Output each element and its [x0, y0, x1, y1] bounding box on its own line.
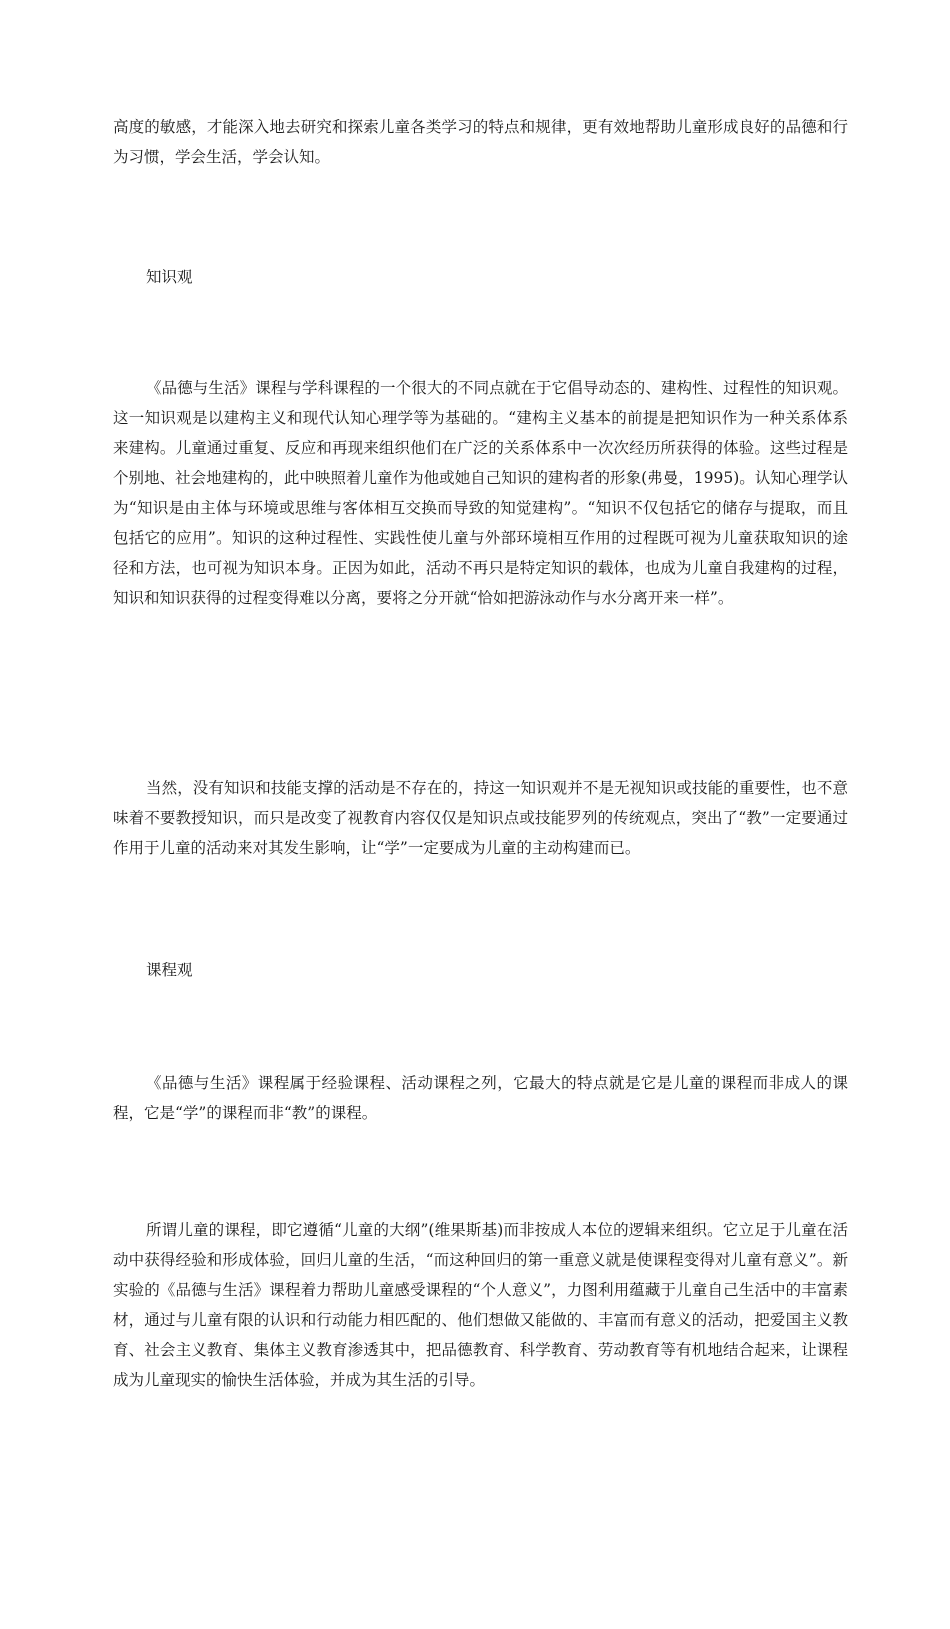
paragraph-knowledge-view-1: 《品德与生活》课程与学科课程的一个很大的不同点就在于它倡导动态的、建构性、过程性的知识观。这一知识观是以建构主义和现代认知心理学等为基础的。“建构主义基本的前提是把知识作为一种关系体系来建构。儿童通过重复、反应和再现来组织他们在广泛的关系体系中一次次经历所获得的体验。这些过程是个别地、社会地建构的，此中映照着儿童作为他或她自己知识的建构者的形象(弗曼，1995)。认知心理学认为“知识是由主体与环境或思维与客体相互交换而导致的知觉建构”。“知识不仅包括它的储存与提取，而且包括它的应用”。知识的这种过程性、实践性使儿童与外部环境相互作用的过程既可视为儿童获取知识的途径和方法，也可视为知识本身。正因为如此，活动不再只是特定知识的载体，也成为儿童自我建构的过程，知识和知识获得的过程变得难以分离，要将之分开就“恰如把游泳动作与水分离开来一样”。 [113, 379, 848, 607]
paragraph-intro-continuation: 高度的敏感，才能深入地去研究和探索儿童各类学习的特点和规律，更有效地帮助儿童形成良好的品德和行为习惯，学会生活，学会认知。 [113, 118, 848, 166]
section-heading-knowledge-view: 知识观 [146, 268, 193, 286]
paragraph-curriculum-view-1: 《品德与生活》课程属于经验课程、活动课程之列，它最大的特点就是它是儿童的课程而非成人的课程，它是“学”的课程而非“教”的课程。 [113, 1074, 848, 1122]
section-heading-curriculum-view: 课程观 [146, 961, 193, 979]
paragraph-knowledge-view-2: 当然，没有知识和技能支撑的活动是不存在的，持这一知识观并不是无视知识或技能的重要性，也不意味着不要教授知识，而只是改变了视教育内容仅仅是知识点或技能罗列的传统观点，突出了“教”一定要通过作用于儿童的活动来对其发生影响，让“学”一定要成为儿童的主动构建而已。 [113, 779, 848, 857]
paragraph-curriculum-view-2: 所谓儿童的课程，即它遵循“儿童的大纲”(维果斯基)而非按成人本位的逻辑来组织。它立足于儿童在活动中获得经验和形成体验，回归儿童的生活，“而这种回归的第一重意义就是使课程变得对儿童有意义”。新实验的《品德与生活》课程着力帮助儿童感受课程的“个人意义”，力图利用蕴藏于儿童自己生活中的丰富素材，通过与儿童有限的认识和行动能力相匹配的、他们想做又能做的、丰富而有意义的活动，把爱国主义教育、社会主义教育、集体主义教育渗透其中，把品德教育、科学教育、劳动教育等有机地结合起来，让课程成为儿童现实的愉快生活体验，并成为其生活的引导。 [113, 1221, 848, 1389]
